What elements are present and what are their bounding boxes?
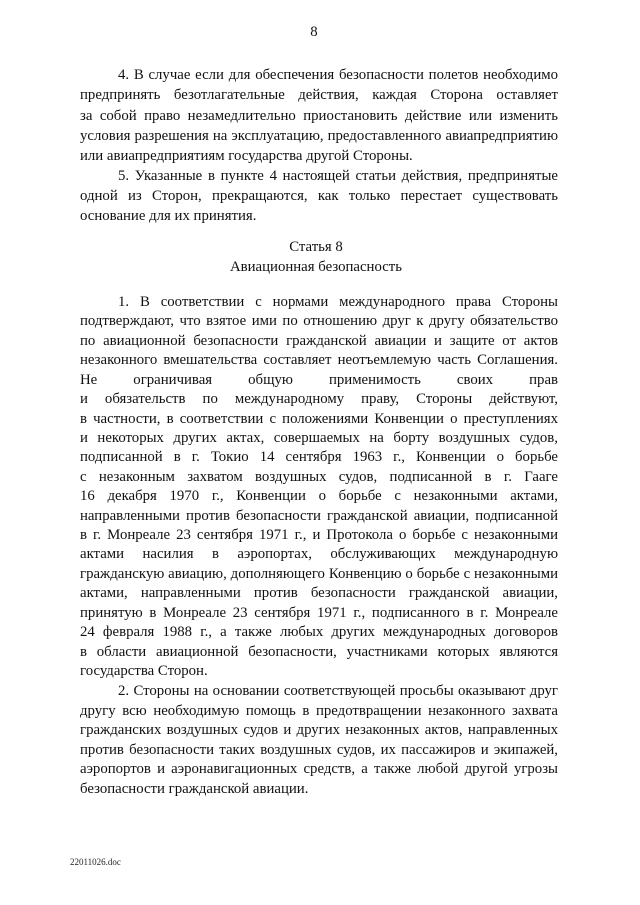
text-line: одной из Сторон, прекращаются, как только перестает существовать [80,188,558,204]
text-line: 5. Указанные в пункте 4 настоящей статьи действия, предпринятые [118,168,558,184]
text-line: гражданскую авиацию, дополняющего Конвенцию о борьбе с незаконными [80,565,558,582]
paragraph-5 [80,166,558,226]
text-line: актами насилия в аэропортах, обслуживающих международную [80,546,558,563]
text-line: или авиапредприятиям государства другой Стороны. [80,148,413,164]
text-line: 24 февраля 1988 г., а также любых других международных договоров [80,624,558,641]
text-line: и некоторых других актах, совершаемых на борту воздушных судов, [80,429,558,446]
article-title: Статья 8 [289,239,343,255]
article-heading [76,237,556,277]
paragraph-4 [80,65,558,166]
text-line: в частности, в соответствии с положениями Конвенции о преступлениях [80,410,558,427]
page-number: 8 [310,24,318,40]
text-line: аэропортов и аэронавигационных средств, а также любой другой угрозы [80,761,558,777]
text-line: 16 декабря 1970 г., Конвенции о борьбе с незаконными актами, [80,488,558,505]
text-line: с незаконным захватом воздушных судов, подписанной в г. Гааге [80,468,558,485]
text-line: принятую в Монреале 23 сентября 1971 г., подписанного в г. Монреале [80,604,558,621]
text-line: предпринять безотлагательные действия, каждая Сторона оставляет [80,87,558,104]
text-line: против безопасности таких воздушных судов, их пассажиров и экипажей, [80,741,558,758]
text-line: по авиационной безопасности гражданской авиации и защите от актов [80,332,558,349]
text-line: условия разрешения на эксплуатацию, предоставленного авиапредприятию [80,127,558,144]
text-line: подписанной в г. Токио 14 сентября 1963 г., Конвенции о борьбе [80,449,558,466]
text-line: 2. Стороны на основании соответствующей просьбы оказывают друг [118,683,558,699]
text-line: направленными против безопасности гражданской авиации, подписанной [80,507,558,524]
text-line: 1. В соответствии с нормами международного права Стороны [118,294,558,310]
text-line: государства Сторон. [80,663,208,680]
text-line: Не ограничивая общую применимость своих прав [80,371,558,388]
text-line: за собой право незамедлительно приостановить действие или изменить [80,107,558,124]
text-line: актами, направленными против безопасности гражданской авиации, [80,585,558,602]
text-line: и обязательств по международному праву, Стороны действуют, [80,391,558,408]
article-paragraph-1 [80,293,558,681]
text-line: незаконного вмешательства составляет неотъемлемую часть Соглашения. [80,352,558,369]
text-line: в г. Монреале 23 сентября 1971 г., и Протокола о борьбе с незаконными [80,527,558,544]
article-paragraph-2 [80,682,558,799]
text-line: подтверждают, что взятое ими по отношению друг к другу обязательство [80,313,558,330]
text-line: основание для их принятия. [80,208,257,224]
text-line: другу всю необходимую помощь в предотвращении незаконного захвата [80,702,558,719]
text-line: 4. В случае если для обеспечения безопасности полетов необходимо [118,67,558,83]
text-line: безопасности гражданской авиации. [80,780,309,797]
text-line: гражданских воздушных судов и других незаконных актов, направленных [80,722,558,738]
article-subtitle: Авиационная безопасность [229,259,403,275]
text-line: в области авиационной безопасности, участниками которых являются [80,643,558,660]
footer-filename: 22011026.doc [70,857,121,867]
